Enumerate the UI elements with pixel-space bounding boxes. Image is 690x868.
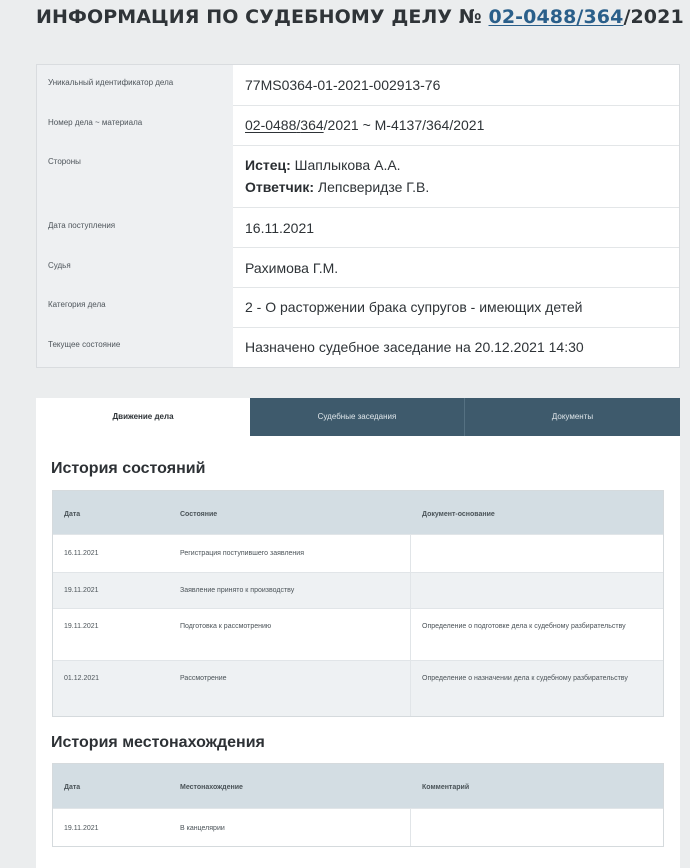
location-title: История местонахождения [51,734,265,751]
history-table [52,490,664,717]
location-row-place: В канцелярии [180,825,225,832]
number-case-link[interactable]: 02-0488/364 [245,117,324,133]
info-divider [233,247,679,248]
tabs-bar [36,398,680,436]
category-label: Категория дела [48,300,106,309]
defendant-value: Ответчик: Лепсверидзе Г.В. [245,179,430,195]
history-row-date: 19.11.2021 [64,623,99,630]
tab-case-movement[interactable]: Движение дела [36,398,250,436]
history-row-date: 19.11.2021 [64,587,99,594]
tab-court-hearings[interactable]: Судебные заседания [250,398,464,436]
case-number-link[interactable]: 02-0488/364 [488,6,624,28]
history-row-state: Заявление принято к производству [180,587,295,594]
info-divider [233,287,679,288]
history-row-document: Определение о подготовке дела к судебному разбирательству [422,623,626,630]
location-table [52,763,664,847]
history-col-state: Состояние [180,511,218,518]
table-row [53,660,663,716]
table-row [53,608,663,660]
location-row-date: 19.11.2021 [64,825,99,832]
table-row [53,572,663,608]
state-label: Текущее состояние [48,340,121,349]
number-label: Номер дела ~ материала [48,118,143,127]
case-tabs-panel [36,398,680,868]
tab-documents[interactable]: Документы [464,398,680,436]
history-row-date: 01.12.2021 [64,675,100,682]
info-labels-column [37,65,233,367]
page-title-prefix: ИНФОРМАЦИЯ ПО СУДЕБНОМУ ДЕЛУ № [36,6,489,28]
page-title [36,6,684,28]
location-column-divider [410,808,411,846]
location-table-header [53,764,663,808]
history-row-state: Регистрация поступившего заявления [180,550,304,557]
plaintiff-value: Истец: Шаплыкова А.А. [245,157,401,173]
history-title: История состояний [51,460,206,477]
history-column-divider [410,534,411,716]
received-value: 16.11.2021 [245,220,315,236]
history-row-date: 16.11.2021 [64,550,99,557]
history-row-state: Подготовка к рассмотрению [180,623,272,630]
table-row [53,534,663,572]
parties-label: Стороны [48,157,81,166]
location-col-comment: Комментарий [422,784,470,791]
history-row-state: Рассмотрение [180,675,227,682]
category-value: 2 - О расторжении брака супругов - имеющих детей [245,299,583,315]
location-col-place: Местонахождение [180,784,243,791]
history-col-document: Документ-основание [422,511,495,518]
info-divider [233,145,679,146]
state-value: Назначено судебное заседание на 20.12.2021 14:30 [245,339,584,355]
table-row [53,808,663,846]
location-col-date: Дата [64,784,81,791]
history-col-date: Дата [64,511,81,518]
case-info-card [36,64,680,368]
judge-label: Судья [48,261,71,270]
info-divider [233,105,679,106]
history-row-document: Определение о назначении дела к судебному разбирательству [422,675,628,682]
history-table-header [53,491,663,534]
info-divider [233,207,679,208]
uid-label: Уникальный идентификатор дела [48,78,174,87]
uid-value: 77MS0364-01-2021-002913-76 [245,77,441,93]
judge-value: Рахимова Г.М. [245,260,339,276]
number-value: 02-0488/364/2021 ~ М-4137/364/2021 [245,117,485,133]
info-divider [233,327,679,328]
received-label: Дата поступления [48,221,116,230]
page-title-suffix: /2021 [623,6,684,28]
title-bar [0,0,690,48]
